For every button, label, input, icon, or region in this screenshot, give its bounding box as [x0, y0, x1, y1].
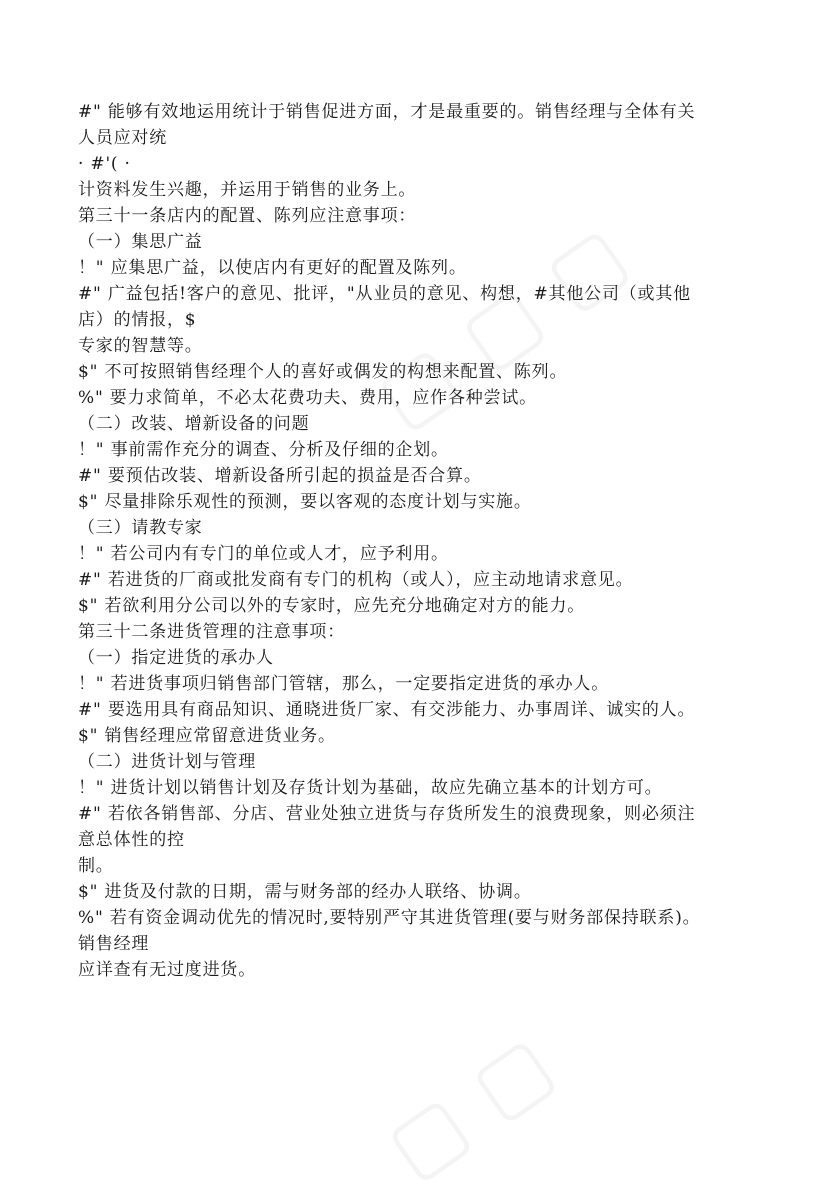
text-line: #" 要选用具有商品知识、通晓进货厂家、有交涉能力、办事周详、诚实的人。	[78, 700, 696, 720]
text-line: 销售经理	[78, 934, 150, 954]
text-line: $" 销售经理应常留意进货业务。	[78, 726, 336, 746]
text-line: 店）的情报，$	[78, 310, 197, 330]
text-line: $" 不可按照销售经理个人的喜好或偶发的构想来配置、陈列。	[78, 362, 568, 382]
text-line: ！" 应集思广益，以使店内有更好的配置及陈列。	[78, 258, 467, 278]
text-line: #" 若依各销售部、分店、营业处独立进货与存货所发生的浪费现象，则必须注	[78, 804, 696, 824]
text-line: ！" 进货计划以销售计划及存货计划为基础，故应先确立基本的计划方可。	[78, 778, 663, 798]
text-line: #" 广益包括!客户的意见、批评，"从业员的意见、构想，#其他公司（或其他	[78, 284, 691, 304]
text-line: #" 要预估改装、增新设备所引起的损益是否合算。	[78, 466, 482, 486]
text-line: %" 若有资金调动优先的情况时,要特别严守其进货管理(要与财务部保持联系)。	[78, 908, 701, 928]
text-line: 制。	[78, 856, 114, 876]
text-line: （三）请教专家	[78, 518, 203, 538]
text-line: 计资料发生兴趣，并运用于销售的业务上。	[78, 180, 417, 200]
text-line: 第三十一条店内的配置、陈列应注意事项：	[78, 206, 417, 226]
text-line: 人员应对统	[78, 128, 167, 148]
text-line: （一）集思广益	[78, 232, 203, 252]
text-line: $" 若欲利用分公司以外的专家时，应先充分地确定对方的能力。	[78, 596, 586, 616]
text-line: $" 进货及付款的日期，需与财务部的经办人联络、协调。	[78, 882, 532, 902]
text-line: （二）改装、增新设备的问题	[78, 414, 310, 434]
text-line: #" 若进货的厂商或批发商有专门的机构（或人），应主动地请求意见。	[78, 570, 634, 590]
text-line: 应详查有无过度进货。	[78, 960, 256, 980]
text-line: $" 尽量排除乐观性的预测，要以客观的态度计划与实施。	[78, 492, 532, 512]
text-line: 意总体性的控	[78, 830, 185, 850]
text-line: （一）指定进货的承办人	[78, 648, 274, 668]
text-line: ！" 事前需作充分的调查、分析及仔细的企划。	[78, 440, 449, 460]
watermark	[370, 1017, 570, 1196]
text-line: ！" 若公司内有专门的单位或人才，应予利用。	[78, 544, 449, 564]
text-line: %" 要力求简单，不必太花费功夫、费用，应作各种尝试。	[78, 388, 537, 408]
text-line: · #'( ·	[78, 154, 131, 174]
text-line: 专家的智慧等。	[78, 336, 203, 356]
text-line: （二）进货计划与管理	[78, 752, 256, 772]
document-body	[78, 99, 778, 983]
text-line: ！" 若进货事项归销售部门管辖，那么，一定要指定进货的承办人。	[78, 674, 610, 694]
text-line: 第三十二条进货管理的注意事项：	[78, 622, 345, 642]
text-line: #" 能够有效地运用统计于销售促进方面，才是最重要的。销售经理与全体有关	[78, 102, 696, 122]
